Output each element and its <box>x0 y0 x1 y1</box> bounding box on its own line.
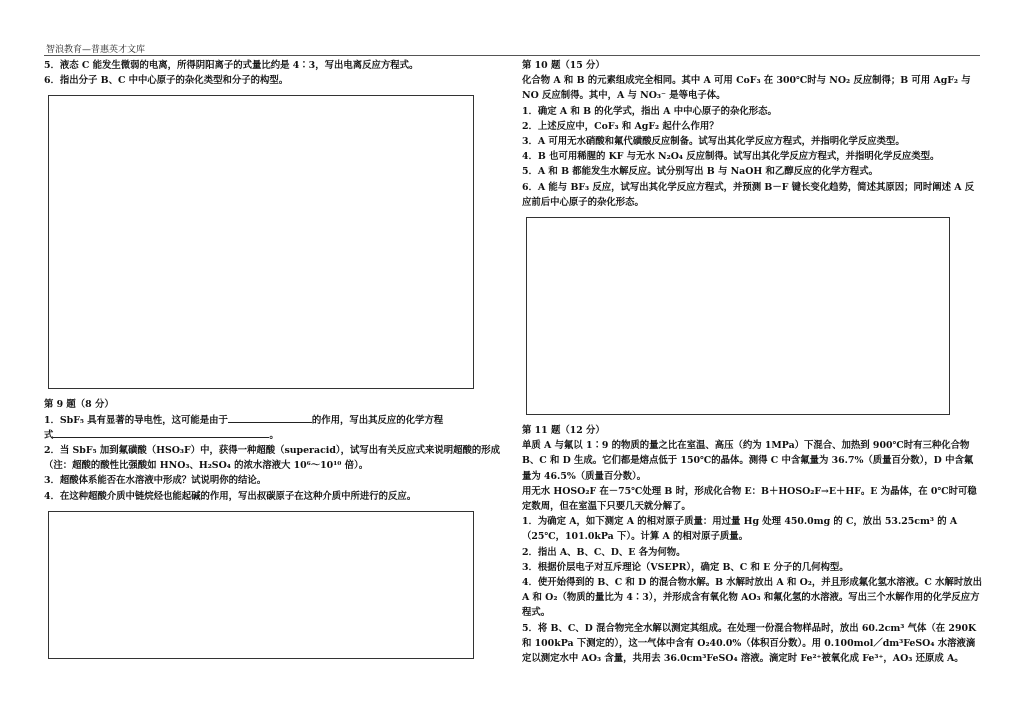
answer-box-q9[interactable] <box>48 511 474 659</box>
answer-box-q10[interactable] <box>526 217 950 415</box>
left-column <box>44 58 504 659</box>
fill-blank-2[interactable] <box>53 428 269 438</box>
question-10-item-3: 3．A 可用无水硝酸和氟代磺酸反应制备。试写出其化学反应方程式，并指明化学反应类型。 <box>522 136 905 148</box>
question-10-item-5: 5．A 和 B 都能发生水解反应。试分别写出 B 与 NaOH 和乙醇反应的化学方程式。 <box>522 166 879 178</box>
question-10-item-1: 1．确定 A 和 B 的化学式，指出 A 中中心原子的杂化形态。 <box>522 105 777 117</box>
right-column <box>522 58 982 666</box>
question-11-heading: 第 11 题（12 分） <box>522 425 605 437</box>
question-10-heading: 第 10 题（15 分） <box>522 60 605 71</box>
question-10-item-2: 2．上述反应中，CoF₃ 和 AgF₂ 起什么作用？ <box>522 120 719 132</box>
question-10-item-6: 6．A 能与 BF₃ 反应，试写出其化学反应方程式，并预测 B－F 键长变化趋势，简述其原因；同时阐述 A 反应前后中心原子的杂化形态。 <box>522 181 975 208</box>
question-9-item-1 <box>44 413 504 428</box>
header-divider <box>44 55 980 56</box>
question-11-intro: 单质 A 与氟以 1∶9 的物质的量之比在室温、高压（约为 1MPa）下混合、加热到 900℃时有三种化合物 B、C 和 D 生成。它们都是熔点低于 150℃的晶体。测得 C 中含氟量为 36.7%（质量百分数），D 中含氟量为 46.5%（质量百分数）。 <box>522 440 974 482</box>
question-11-intro-2: 用无水 HOSO₂F 在－75℃处理 B 时，形成化合物 E：B＋HOSO₂F→E＋HF。E 为晶体，在 0℃时可稳定数周，但在室温下只要几天就分解了。 <box>522 485 977 513</box>
question-10-intro: 化合物 A 和 B 的元素组成完全相同。其中 A 可用 CoF₃ 在 300℃时与 NO₂ 反应制得；B 可用 AgF₂ 与 NO 反应制得。其中，A 与 NO₃⁻ 是等电子体。 <box>522 75 971 102</box>
question-9-heading: 第 9 题（8 分） <box>44 399 114 411</box>
question-11-item-1: 1．为确定 A，如下测定 A 的相对原子质量：用过量 Hg 处理 450.0mg 的 C，放出 53.25cm³ 的 A（25℃，101.0kPa 下）。计算 A 的相对原子质量。 <box>522 516 958 543</box>
question-11-item-4: 4．使开始得到的 B、C 和 D 的混合物水解。B 水解时放出 A 和 O₂，并且形成氟化氢水溶液。C 水解时放出 A 和 O₂（物质的量比为 4∶3），并形成含有氧化物 AO₃ 和氟化氢的水溶液。写出三个水解作用的化学反应方程式。 <box>522 577 982 619</box>
question-8-item-6: 6．指出分子 B、C 中中心原子的杂化类型和分子的构型。 <box>44 75 289 87</box>
q9-item1-text-c: 式 <box>44 429 54 441</box>
answer-box-q8[interactable] <box>48 95 474 389</box>
q9-item1-end: 。 <box>269 429 279 441</box>
question-11-item-3: 3．根据价层电子对互斥理论（VSEPR），确定 B、C 和 E 分子的几何构型。 <box>522 561 849 573</box>
document-header: 智浪教育—普惠英才文库 <box>46 45 146 55</box>
question-11-item-5: 5．将 B、C、D 混合物完全水解以测定其组成。在处理一份混合物样品时，放出 60.2cm³ 气体（在 290K 和 100kPa 下测定的），这一气体中含有 O₂40.0%（体积百分数）。用 0.100mol／dm³FeSO₄ 水溶液滴定以测定水中 AO₃ 含量，共用去 36.0cm³FeSO₄ 溶液。滴定时 Fe²⁺被氧化成 Fe³⁺，AO₃ 还原成 A。 <box>522 622 977 665</box>
q9-item1-text-b: 的作用，写出其反应的化学方程 <box>311 414 444 426</box>
fill-blank-1[interactable] <box>228 413 312 423</box>
question-9-item-4: 4．在这种超酸介质中链烷烃也能起碱的作用，写出叔碳原子在这种介质中所进行的反应。 <box>44 490 417 502</box>
question-9-item-3: 3．超酸体系能否在水溶液中形成？试说明你的结论。 <box>44 475 267 487</box>
question-10-item-4: 4．B 也可用稀腥的 KF 与无水 N₂O₄ 反应制得。试写出其化学反应方程式，并指明化学反应类型。 <box>522 151 940 163</box>
question-9-item-1-cont <box>44 428 504 443</box>
question-8-item-5: 5．液态 C 能发生微弱的电离，所得阴阳离子的式量比约是 4∶3，写出电离反应方程式。 <box>44 60 419 71</box>
question-9-item-2: 2．当 SbF₅ 加到氟磺酸（HSO₃F）中，获得一种超酸（superacid），试写出有关反应式来说明超酸的形成（注：超酸的酸性比强酸如 HNO₃、H₂SO₄ 的浓水溶液大 10⁶～10¹⁰ 倍）。 <box>44 445 500 472</box>
question-11-item-2: 2．指出 A、B、C、D、E 各为何物。 <box>522 546 686 558</box>
q9-item1-text-a: 1．SbF₅ 具有显著的导电性，这可能是由于 <box>44 414 228 426</box>
